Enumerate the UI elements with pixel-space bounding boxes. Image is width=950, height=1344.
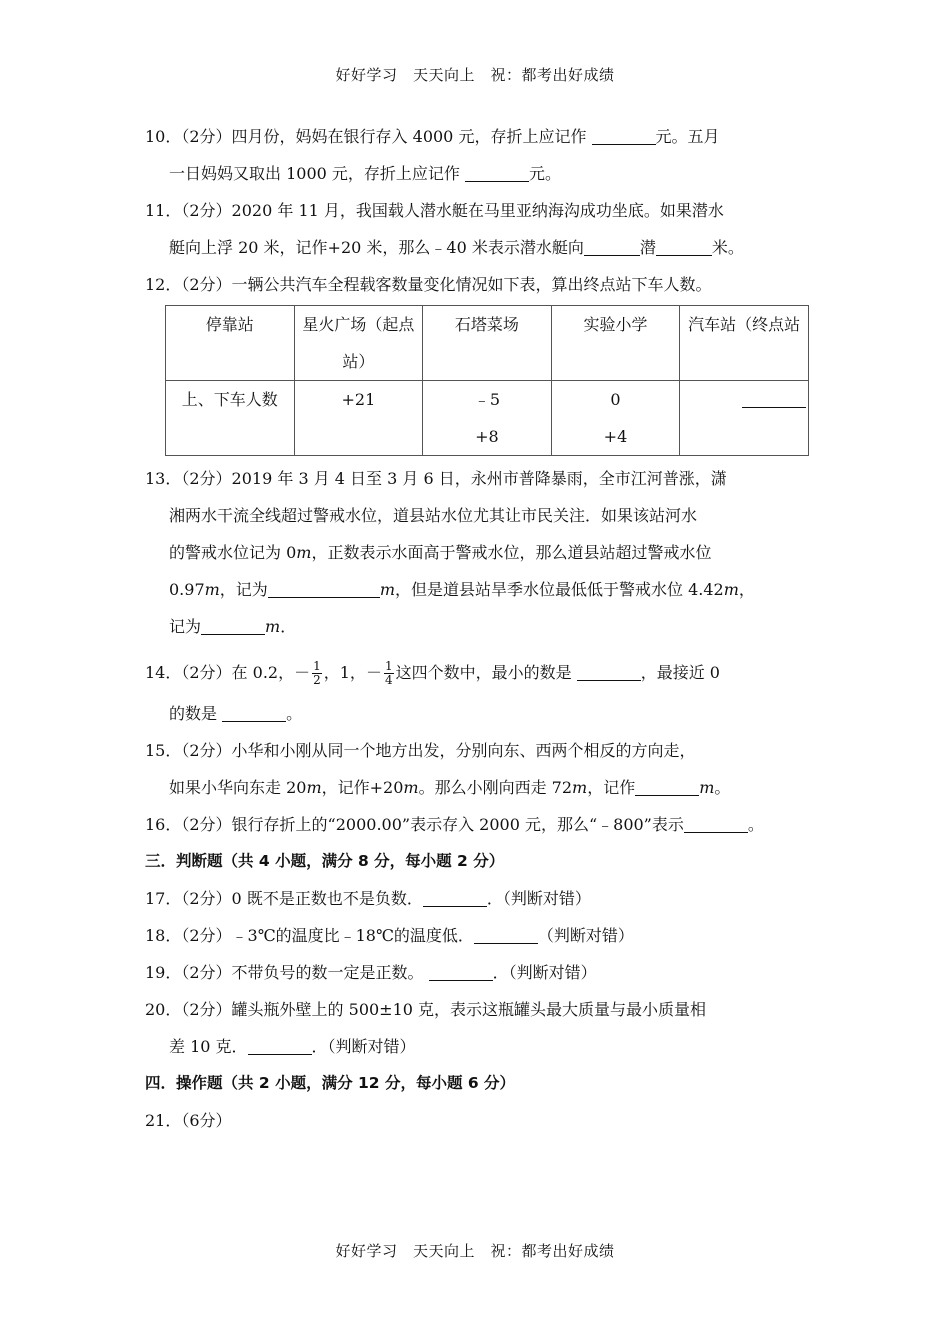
- question-text: ﹣3℃的温度比﹣18℃的温度低．: [231, 926, 474, 945]
- answer-blank[interactable]: [201, 616, 265, 635]
- question-number: 17．（2分）: [145, 889, 232, 908]
- question-text: 。: [714, 778, 731, 797]
- table-header-cell: 停靠站: [166, 306, 295, 381]
- answer-blank[interactable]: [429, 962, 493, 981]
- question-text: ，1，: [323, 663, 366, 682]
- answer-blank[interactable]: [584, 237, 640, 256]
- unit-m: m: [204, 580, 220, 599]
- question-18: [145, 917, 815, 954]
- section-title-operation: 四．操作题（共 2 小题，满分 12 分，每小题 6 分）: [145, 1074, 516, 1092]
- fraction-one-half: [312, 660, 322, 687]
- denominator: 4: [384, 673, 393, 687]
- question-number: 18．（2分）: [145, 926, 232, 945]
- answer-blank[interactable]: [222, 703, 286, 722]
- question-13: [145, 460, 815, 645]
- table-header-cell: 石塔菜场: [423, 306, 552, 381]
- table-cell: [423, 381, 552, 456]
- answer-blank[interactable]: [656, 237, 712, 256]
- question-text: ．: [280, 617, 297, 636]
- question-number: 16．（2分）: [145, 815, 232, 834]
- unit-m: m: [403, 778, 419, 797]
- cell-line: +8: [475, 427, 499, 446]
- unit-m: m: [379, 580, 395, 599]
- answer-blank[interactable]: [635, 777, 699, 796]
- question-text: 罐头瓶外壁上的 500±10 克，表示这瓶罐头最大质量与最小质量相: [231, 1000, 707, 1019]
- answer-blank[interactable]: [465, 163, 529, 182]
- question-text: ，: [738, 580, 755, 599]
- answer-blank[interactable]: [684, 814, 748, 833]
- answer-blank[interactable]: [248, 1036, 312, 1055]
- minus-sign: －: [294, 663, 311, 682]
- answer-blank[interactable]: [592, 126, 656, 145]
- table-header-cell: 实验小学: [551, 306, 680, 381]
- numerator: 1: [384, 659, 393, 673]
- question-text: 银行存折上的“2000.00”表示存入 2000 元，那么“﹣800”表示: [231, 815, 684, 834]
- question-number: 20．（2分）: [145, 1000, 232, 1019]
- question-text: 元。: [528, 164, 561, 183]
- question-text: ．（判断对错）: [486, 889, 591, 908]
- header-line: 星火广场（起点: [302, 315, 415, 334]
- table-header-row: [166, 306, 809, 381]
- question-text: 湘两水干流全线超过警戒水位，道县站水位尤其让市民关注．如果该站河水: [169, 506, 698, 525]
- question-text: 差 10 克．: [169, 1037, 248, 1056]
- question-number: 14．（2分）: [145, 663, 232, 682]
- answer-blank[interactable]: [577, 662, 641, 681]
- question-text: 一日妈妈又取出 1000 元，存折上应记作: [169, 164, 465, 183]
- header-line: 站）: [342, 352, 375, 371]
- question-text: ．（判断对错）: [492, 963, 597, 982]
- question-21: [145, 1102, 815, 1139]
- table-row-label: 上、下车人数: [166, 381, 295, 456]
- question-text: 不带负号的数一定是正数。: [231, 963, 429, 982]
- question-text: 艇向上浮 20 米，记作+20 米，那么﹣40 米表示潜水艇向: [169, 238, 584, 257]
- question-list: [145, 118, 815, 1139]
- question-text: 。: [286, 704, 303, 723]
- question-text: 这四个数中，最小的数是: [395, 663, 577, 682]
- question-text: ，记为: [219, 580, 268, 599]
- question-text: 记为: [169, 617, 202, 636]
- table-cell: [680, 381, 809, 456]
- question-number: 10．（2分）: [145, 127, 232, 146]
- answer-blank[interactable]: [474, 925, 538, 944]
- question-text: ．（判断对错）: [311, 1037, 416, 1056]
- question-text: ，正数表示水面高于警戒水位，那么道县站超过警戒水位: [311, 543, 712, 562]
- table-cell: [551, 381, 680, 456]
- table-row: [166, 381, 809, 456]
- question-text: 0 既不是正数也不是负数．: [231, 889, 423, 908]
- question-text: 的数是: [169, 704, 223, 723]
- question-text: 小华和小刚从同一个地方出发，分别向东、西两个相反的方向走，: [231, 741, 696, 760]
- answer-blank[interactable]: [423, 888, 487, 907]
- question-number: 13．（2分）: [145, 469, 232, 488]
- question-text: 如果小华向东走 20: [169, 778, 307, 797]
- section-title-judgement: 三．判断题（共 4 小题，满分 8 分，每小题 2 分）: [145, 852, 505, 870]
- question-text: 一辆公共汽车全程载客数量变化情况如下表，算出终点站下车人数。: [231, 275, 712, 294]
- answer-blank[interactable]: [268, 579, 380, 598]
- question-17: [145, 880, 815, 917]
- table-header-cell: 汽车站（终点站: [680, 306, 809, 381]
- question-text: 。: [747, 815, 764, 834]
- unit-m: m: [699, 778, 715, 797]
- numerator: 1: [313, 659, 321, 673]
- question-text: （判断对错）: [537, 926, 634, 945]
- page-header: 好好学习 天天向上 祝：都考出好成绩: [335, 66, 615, 84]
- question-text: 米。: [711, 238, 744, 257]
- table-header-cell: [294, 306, 423, 381]
- cell-line: ﹣5: [473, 390, 501, 409]
- unit-m: m: [723, 580, 739, 599]
- question-number: 21．（6分）: [145, 1111, 232, 1130]
- page-footer: 好好学习 天天向上 祝：都考出好成绩: [335, 1242, 615, 1260]
- question-text: 0.97: [169, 580, 205, 599]
- question-text: 元。五月: [655, 127, 720, 146]
- question-number: 19．（2分）: [145, 963, 232, 982]
- table-cell: +21: [294, 381, 423, 456]
- question-19: [145, 954, 815, 991]
- question-16: [145, 806, 815, 843]
- question-text: 2019 年 3 月 4 日至 3 月 6 日，永州市普降暴雨，全市江河普涨，潇: [231, 469, 727, 488]
- unit-m: m: [306, 778, 322, 797]
- question-text: ，记作: [587, 778, 636, 797]
- question-number: 11．（2分）: [145, 201, 232, 220]
- denominator: 2: [313, 673, 321, 687]
- cell-line: +4: [603, 427, 628, 446]
- question-text: 的警戒水位记为 0: [169, 543, 297, 562]
- question-10: [145, 118, 815, 192]
- question-12: [145, 266, 815, 456]
- question-14: [145, 651, 815, 732]
- fraction-one-quarter: [384, 660, 394, 687]
- question-number: 12．（2分）: [145, 275, 232, 294]
- question-text: 2020 年 11 月，我国载人潜水艇在马里亚纳海沟成功坐底。如果潜水: [231, 201, 724, 220]
- question-15: [145, 732, 815, 806]
- question-text: 在 0.2，: [231, 663, 295, 682]
- unit-m: m: [265, 617, 281, 636]
- question-number: 15．（2分）: [145, 741, 232, 760]
- cell-line: 0: [610, 390, 621, 409]
- unit-m: m: [572, 778, 588, 797]
- question-text: 。那么小刚向西走 72: [418, 778, 573, 797]
- question-20: [145, 991, 815, 1065]
- question-text: 四月份，妈妈在银行存入 4000 元，存折上应记作: [231, 127, 592, 146]
- question-text: ，但是道县站旱季水位最低低于警戒水位 4.42: [394, 580, 724, 599]
- unit-m: m: [296, 543, 312, 562]
- question-text: ，最接近 0: [640, 663, 720, 682]
- question-text: 潜: [639, 238, 656, 257]
- minus-sign: －: [365, 663, 382, 682]
- question-11: [145, 192, 815, 266]
- bus-passenger-table: [165, 305, 809, 456]
- answer-blank[interactable]: [742, 389, 806, 408]
- question-text: ，记作+20: [321, 778, 404, 797]
